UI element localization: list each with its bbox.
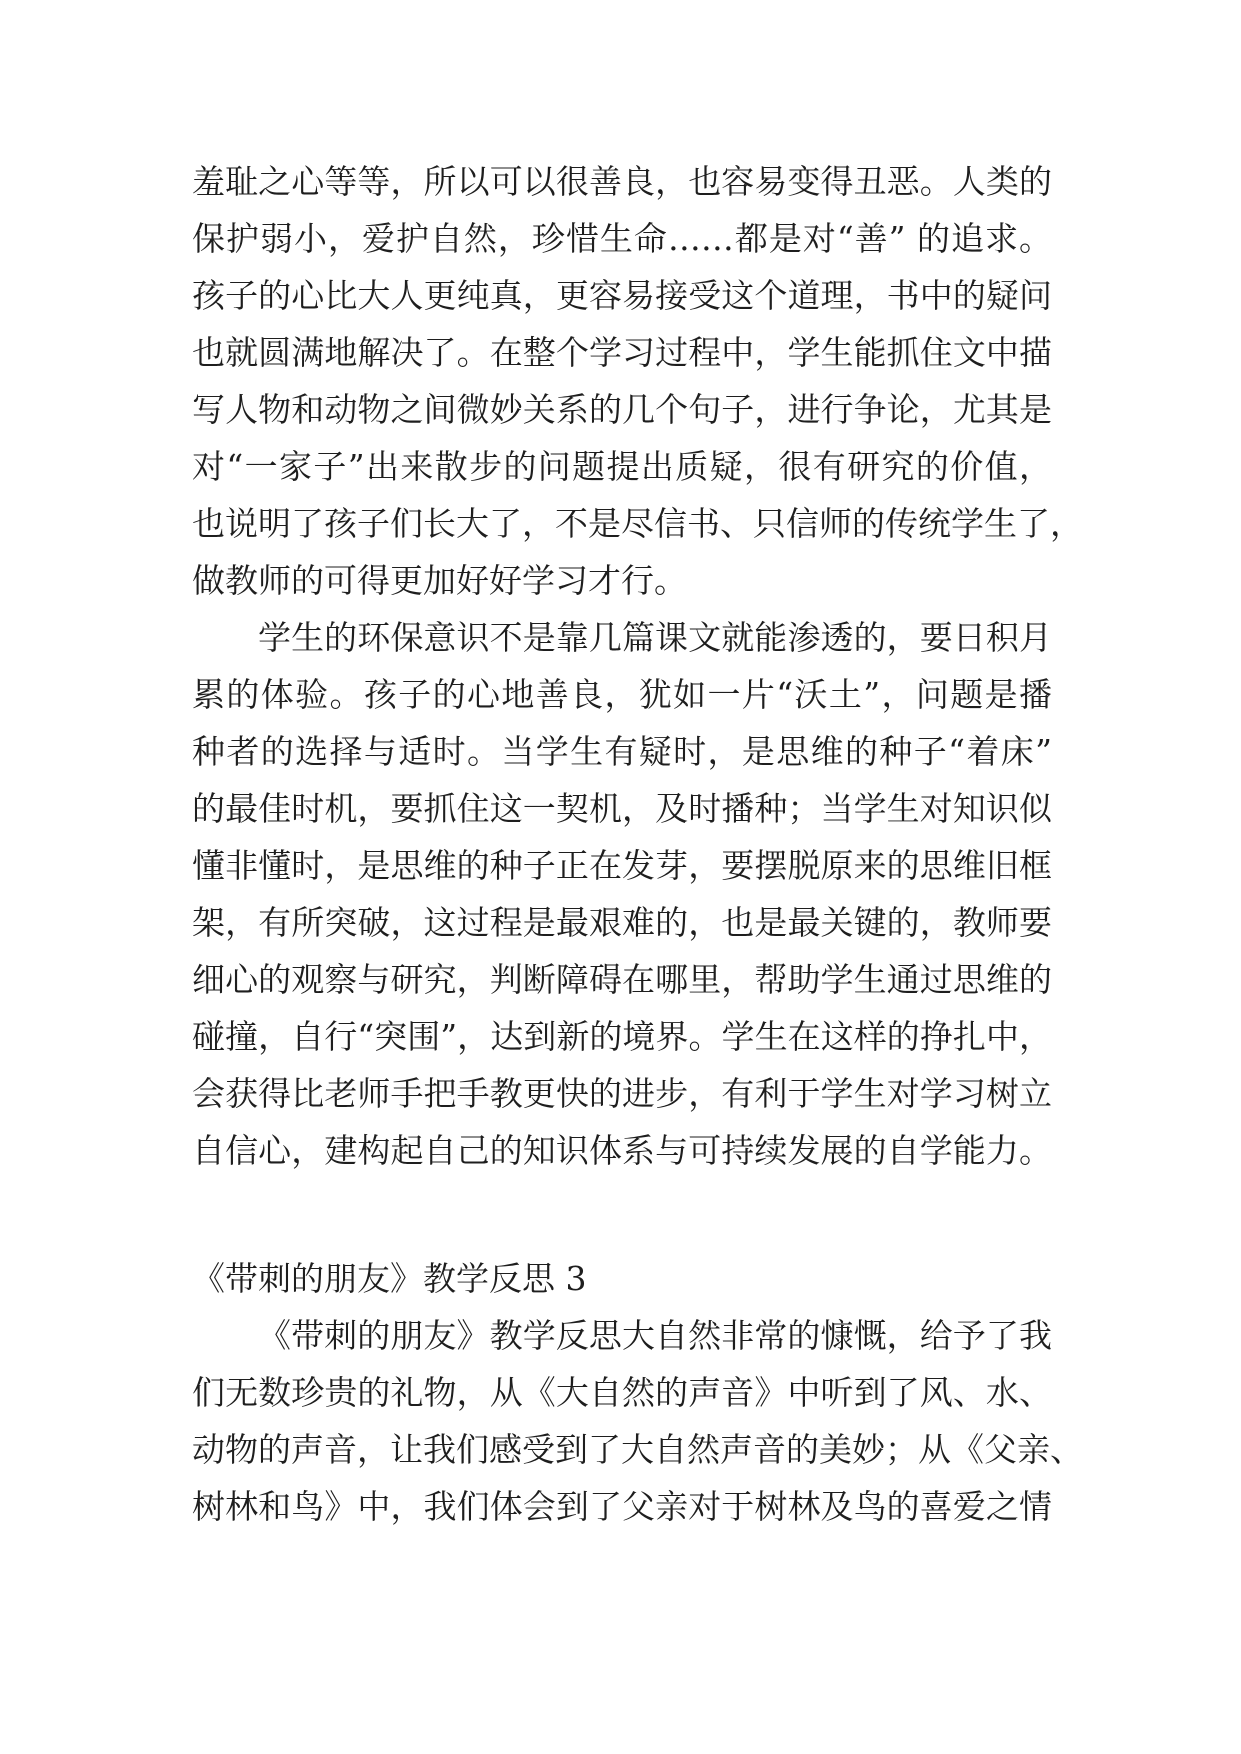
paragraph-3-line-3: 动物的声音，让我们感受到了大自然声音的美妙；从《父亲、	[192, 1430, 1083, 1469]
paragraph-1-line-7: 也说明了孩子们长大了，不是尽信书、只信师的传统学生了，	[192, 504, 1083, 543]
paragraph-2-line-6: 架，有所突破，这过程是最艰难的，也是最关键的，教师要	[192, 903, 1052, 942]
paragraph-1-line-1: 羞耻之心等等，所以可以很善良，也容易变得丑恶。人类的	[192, 162, 1052, 201]
section-heading: 《带刺的朋友》教学反思 3	[192, 1259, 587, 1298]
paragraph-1-line-2: 保护弱小，爱护自然，珍惜生命……都是对“善” 的追求。	[192, 219, 1052, 258]
paragraph-1-line-4: 也就圆满地解决了。在整个学习过程中，学生能抓住文中描	[192, 333, 1052, 372]
paragraph-1-line-5: 写人物和动物之间微妙关系的几个句子，进行争论，尤其是	[192, 390, 1052, 429]
paragraph-2-line-10: 自信心，建构起自己的知识体系与可持续发展的自学能力。	[192, 1131, 1052, 1170]
paragraph-3-line-1: 《带刺的朋友》教学反思大自然非常的慷慨，给予了我	[258, 1316, 1052, 1355]
paragraph-1-line-3: 孩子的心比大人更纯真，更容易接受这个道理，书中的疑问	[192, 276, 1052, 315]
paragraph-3-line-2: 们无数珍贵的礼物，从《大自然的声音》中听到了风、水、	[192, 1373, 1052, 1412]
paragraph-1-line-6: 对“一家子”出来散步的问题提出质疑，很有研究的价值，	[192, 447, 1052, 486]
paragraph-2-line-7: 细心的观察与研究，判断障碍在哪里，帮助学生通过思维的	[192, 960, 1052, 999]
paragraph-2-line-1: 学生的环保意识不是靠几篇课文就能渗透的，要日积月	[258, 618, 1052, 657]
paragraph-2-line-4: 的最佳时机，要抓住这一契机，及时播种；当学生对知识似	[192, 789, 1052, 828]
paragraph-2-line-8: 碰撞，自行“突围”，达到新的境界。学生在这样的挣扎中，	[192, 1017, 1052, 1056]
paragraph-2-line-5: 懂非懂时，是思维的种子正在发芽，要摆脱原来的思维旧框	[192, 846, 1052, 885]
paragraph-3-line-4: 树林和鸟》中，我们体会到了父亲对于树林及鸟的喜爱之情	[192, 1487, 1052, 1526]
paragraph-2-line-9: 会获得比老师手把手教更快的进步，有利于学生对学习树立	[192, 1074, 1052, 1113]
paragraph-2-line-2: 累的体验。孩子的心地善良，犹如一片“沃土”，问题是播	[192, 675, 1052, 714]
paragraph-2-line-3: 种者的选择与适时。当学生有疑时，是思维的种子“着床”	[192, 732, 1052, 771]
paragraph-1-line-8: 做教师的可得更加好好学习才行。	[192, 561, 687, 600]
